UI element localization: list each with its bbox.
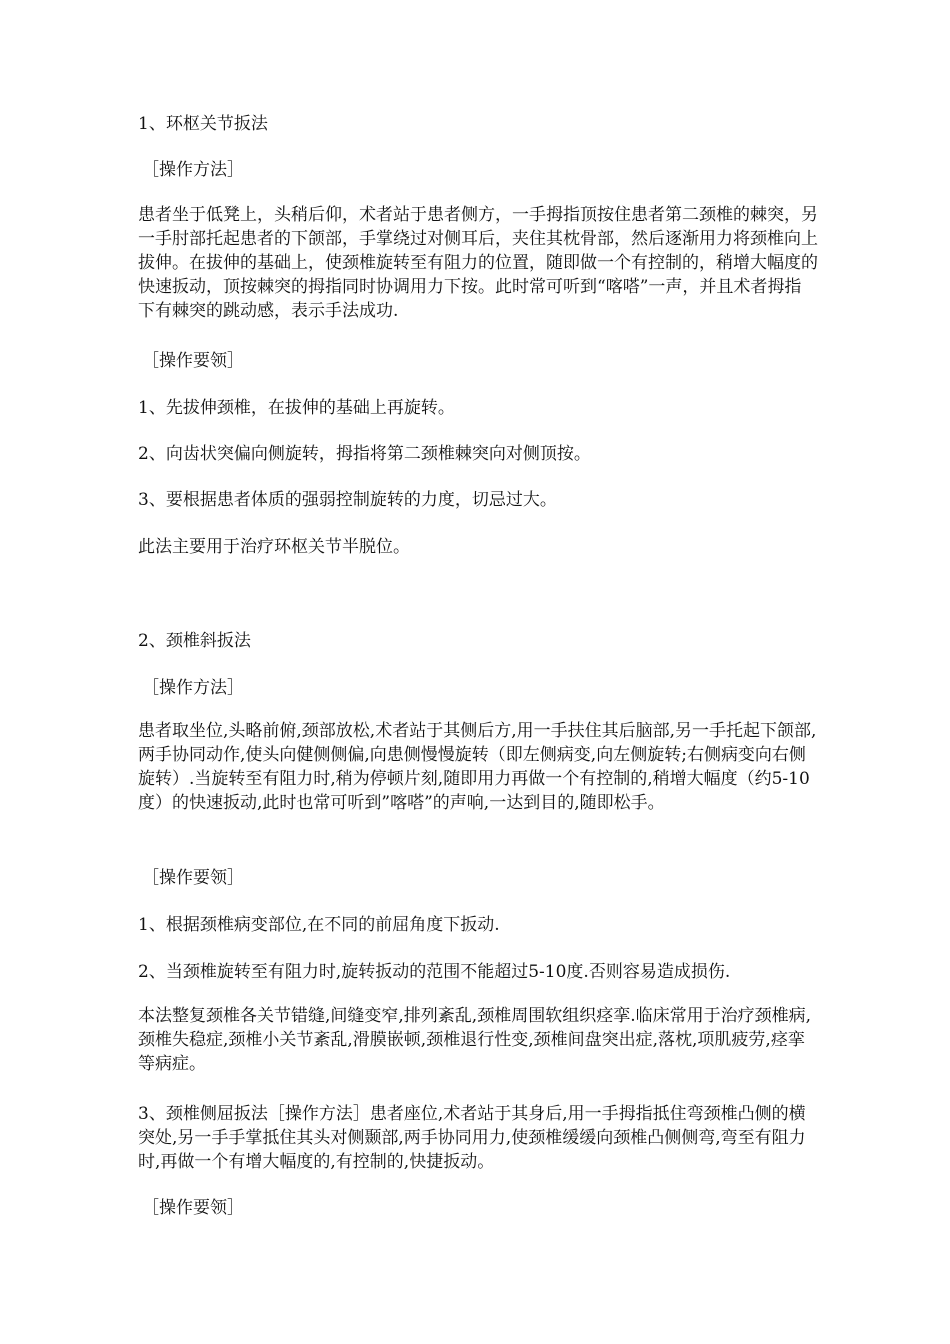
section1-title: 1、环枢关节扳法	[138, 114, 268, 134]
section2-essentials-heading: ［操作要领］	[142, 868, 244, 888]
section3-essentials-heading: ［操作要领］	[142, 1198, 244, 1218]
section1-method-text: 患者坐于低凳上，头稍后仰，术者站于患者侧方，一手拇指顶按住患者第二颈椎的棘突，另一手肘部托起患者的下颌部，手掌绕过对侧耳后，夹住其枕骨部，然后逐渐用力将颈椎向上拔伸。在拔伸的基础上，使颈椎旋转至有阻力的位置，随即做一个有控制的，稍增大幅度的快速扳动，顶按棘突的拇指同时协调用力下按。此时常可听到“喀嗒”一声，并且术者拇指下有棘突的跳动感，表示手法成功.	[138, 205, 818, 321]
section1-indication: 此法主要用于治疗环枢关节半脱位。	[138, 537, 410, 557]
section2-essential-2: 2、当颈椎旋转至有阻力时,旋转扳动的范围不能超过5-10度.否则容易造成损伤.	[138, 962, 731, 982]
section1-method-heading: ［操作方法］	[142, 160, 244, 180]
section3-text: 3、颈椎侧屈扳法［操作方法］患者座位,术者站于其身后,用一手拇指抵住弯颈椎凸侧的横突处,另一手手掌抵住其头对侧颞部,两手协同用力,使颈椎缓缓向颈椎凸侧侧弯,弯至有阻力时,再做一个有增大幅度的,有控制的,快捷扳动。	[138, 1104, 806, 1172]
section2-essential-1: 1、根据颈椎病变部位,在不同的前屈角度下扳动.	[138, 915, 500, 935]
section1-essential-3: 3、要根据患者体质的强弱控制旋转的力度，切忌过大。	[138, 490, 557, 510]
section2-indication: 本法整复颈椎各关节错缝,间缝变窄,排列紊乱,颈椎周围软组织痉挛.临床常用于治疗颈椎病,颈椎失稳症,颈椎小关节紊乱,滑膜嵌顿,颈椎退行性变,颈椎间盘突出症,落枕,项肌疲劳,痉挛等病症。	[138, 1006, 812, 1074]
section1-essentials-heading: ［操作要领］	[142, 351, 244, 371]
section2-method-heading: ［操作方法］	[142, 678, 244, 698]
section1-essential-1: 1、先拔伸颈椎，在拔伸的基础上再旋转。	[138, 398, 455, 418]
section1-essential-2: 2、向齿状突偏向侧旋转，拇指将第二颈椎棘突向对侧顶按。	[138, 444, 591, 464]
section2-method-text: 患者取坐位,头略前俯,颈部放松,术者站于其侧后方,用一手扶住其后脑部,另一手托起下颌部,两手协同动作,使头向健侧侧偏,向患侧慢慢旋转（即左侧病变,向左侧旋转;右侧病变向右侧旋转）.当旋转至有阻力时,稍为停顿片刻,随即用力再做一个有控制的,稍增大幅度（约5-10度）的快速扳动,此时也常可听到”喀嗒”的声响,一达到目的,随即松手。	[138, 721, 817, 813]
section2-title: 2、颈椎斜扳法	[138, 631, 251, 651]
